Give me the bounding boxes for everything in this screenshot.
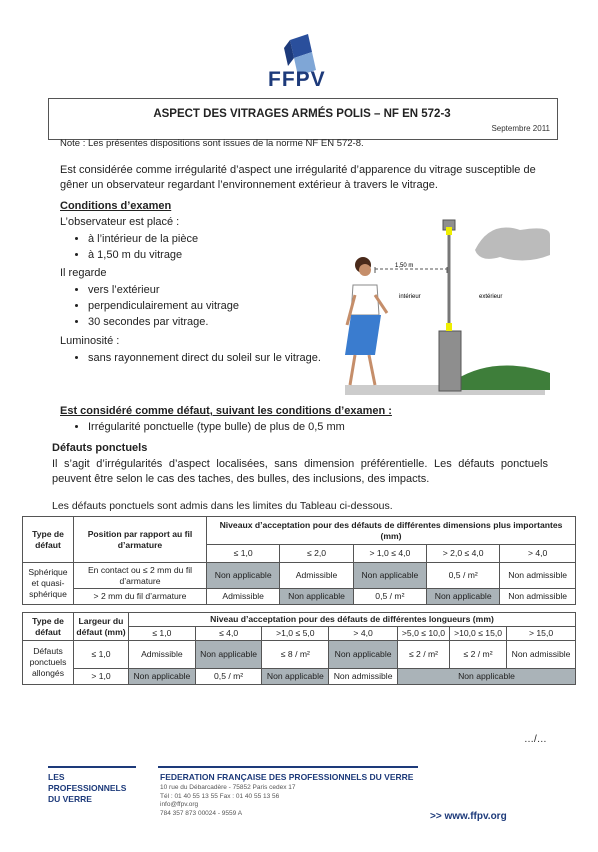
list-item: • à l’intérieur de la pièce — [88, 231, 198, 247]
table-cell: En contact ou ≤ 2 mm du fil d’armature — [74, 563, 207, 589]
page-title: ASPECT DES VITRAGES ARMÉS POLIS – NF EN 572-3 — [153, 108, 451, 120]
list-item: • Irrégularité ponctuelle (type bulle) de plus de 0,5 mm — [88, 419, 345, 435]
table-header: Niveaux d’acceptation pour des défauts de différentes dimensions plus importantes (mm) — [207, 517, 576, 545]
continuation: …/… — [524, 734, 547, 745]
distance-label: 1,50 m — [395, 263, 414, 269]
table-col-header: ≤ 2,0 — [280, 545, 353, 563]
table-cell: Sphérique et quasi-sphérique — [23, 563, 74, 605]
logo-text: FFPV — [268, 68, 326, 91]
interior-label: intérieur — [399, 294, 421, 300]
table-cell: ≤ 8 / m² — [262, 641, 329, 669]
intro: Est considérée comme irrégularité d’aspect une irrégularité d’apparence du vitrage susceptible de gêner un observateur regardant l’environnement extérieur à travers le vitrage. — [60, 164, 536, 191]
list-item: • à 1,50 m du vitrage — [88, 247, 198, 263]
table-cell: 0,5 / m² — [353, 589, 426, 605]
table-col-header: ≤ 4,0 — [195, 627, 262, 641]
footer-siret: 784 357 873 00024 - 9559 A — [160, 809, 243, 817]
table-cell: 0,5 / m² — [195, 669, 262, 685]
tableau-intro: Les défauts ponctuels sont admis dans les limites du Tableau ci-dessous. — [52, 500, 393, 512]
table-spherical — [22, 516, 576, 605]
footer-website-link[interactable]: >> www.ffpv.org — [430, 811, 507, 822]
table-cell: Non admissible — [329, 669, 398, 685]
footer-divider — [48, 766, 136, 768]
footer-contact — [160, 784, 296, 818]
footer-divider — [158, 766, 418, 768]
table-row — [23, 641, 576, 669]
table-col-header: > 4,0 — [329, 627, 398, 641]
table-elongated — [22, 612, 576, 685]
table-cell: ≤ 2 / m² — [398, 641, 450, 669]
table-row — [23, 589, 576, 605]
footer-email[interactable]: info@ffpv.org — [160, 801, 199, 808]
observer-label: L’observateur est placé : — [60, 216, 180, 228]
exterior-label: extérieur — [479, 294, 503, 300]
table-header: Type de défaut — [23, 517, 74, 563]
observer-list — [60, 231, 198, 263]
table-col-header: > 4,0 — [500, 545, 576, 563]
footer-org: FEDERATION FRANÇAISE DES PROFESSIONNELS DU VERRE — [160, 772, 414, 782]
table-row — [23, 669, 576, 685]
table-cell: Non applicable — [195, 641, 262, 669]
defaut-heading: Est considéré comme défaut, suivant les conditions d’examen : — [60, 405, 392, 417]
table-cell: Non applicable — [280, 589, 353, 605]
ponctuels-heading: Défauts ponctuels — [52, 442, 148, 454]
footer-address: 10 rue du Débarcadère - 75852 Paris cedex 17 — [160, 784, 296, 791]
table-col-header: ≤ 1,0 — [207, 545, 280, 563]
lum-list — [60, 350, 348, 366]
table-cell: > 1,0 — [74, 669, 129, 685]
date: Septembre 2011 — [491, 124, 550, 133]
list-item: • vers l’extérieur — [88, 282, 239, 298]
table-cell: Défauts ponctuels allongés — [23, 641, 74, 685]
list-item: • sans rayonnement direct du soleil sur le vitrage. — [88, 350, 348, 366]
table-cell: Non applicable — [353, 563, 426, 589]
table-col-header: >10,0 ≤ 15,0 — [449, 627, 506, 641]
table-cell: Admissible — [129, 641, 196, 669]
footer-left: LES PROFESSIONNELS DU VERRE — [48, 772, 127, 804]
table-cell: ≤ 2 / m² — [449, 641, 506, 669]
table-cell: Non applicable — [262, 669, 329, 685]
table-cell: Non applicable — [329, 641, 398, 669]
table-header: Type de défaut — [23, 613, 74, 641]
table-cell: Non applicable — [207, 563, 280, 589]
table-col-header: ≤ 1,0 — [129, 627, 196, 641]
table-cell: Non applicable — [427, 589, 500, 605]
regard-label: Il regarde — [60, 267, 107, 279]
table-cell: Non admissible — [500, 589, 576, 605]
table-cell: Admissible — [280, 563, 353, 589]
conditions-heading: Conditions d’examen — [60, 200, 172, 212]
table-header: Niveau d’acceptation pour des défauts de différentes longueurs (mm) — [129, 613, 576, 627]
table-col-header: > 2,0 ≤ 4,0 — [427, 545, 500, 563]
table-cell: Non admissible — [507, 641, 576, 669]
table-col-header: > 1,0 ≤ 4,0 — [353, 545, 426, 563]
table-col-header: >1,0 ≤ 5,0 — [262, 627, 329, 641]
table-cell: Non applicable — [129, 669, 196, 685]
table-cell: Admissible — [207, 589, 280, 605]
table-cell: 0,5 / m² — [427, 563, 500, 589]
lum-label: Luminosité : — [60, 335, 120, 347]
defaut-list — [60, 419, 345, 435]
list-item: • perpendiculairement au vitrage — [88, 298, 239, 314]
footer-tel: Tél : 01 40 55 13 55 Fax : 01 40 55 13 56 — [160, 792, 280, 800]
note: Note : Les présentes dispositions sont issues de la norme NF EN 572-8. — [60, 138, 364, 149]
table-col-header: > 15,0 — [507, 627, 576, 641]
ponctuels-text: Il s’agit d’irrégularités d’aspect localisées, sans dimension préférentielle. Les défauts ponctuels peuvent être selon le cas des taches, des bulles, des inclusions, des impacts. — [52, 458, 548, 485]
table-cell: Non admissible — [500, 563, 576, 589]
list-item: • 30 secondes par vitrage. — [88, 314, 239, 330]
table-header: Position par rapport au fil d’armature — [74, 517, 207, 563]
table-cell: > 2 mm du fil d’armature — [74, 589, 207, 605]
table-header: Largeur du défaut (mm) — [74, 613, 129, 641]
table-col-header: >5,0 ≤ 10,0 — [398, 627, 450, 641]
table-row — [23, 563, 576, 589]
regard-list — [60, 282, 239, 330]
observation-illustration — [325, 215, 550, 395]
table-cell: ≤ 1,0 — [74, 641, 129, 669]
table-cell: Non applicable — [398, 669, 576, 685]
